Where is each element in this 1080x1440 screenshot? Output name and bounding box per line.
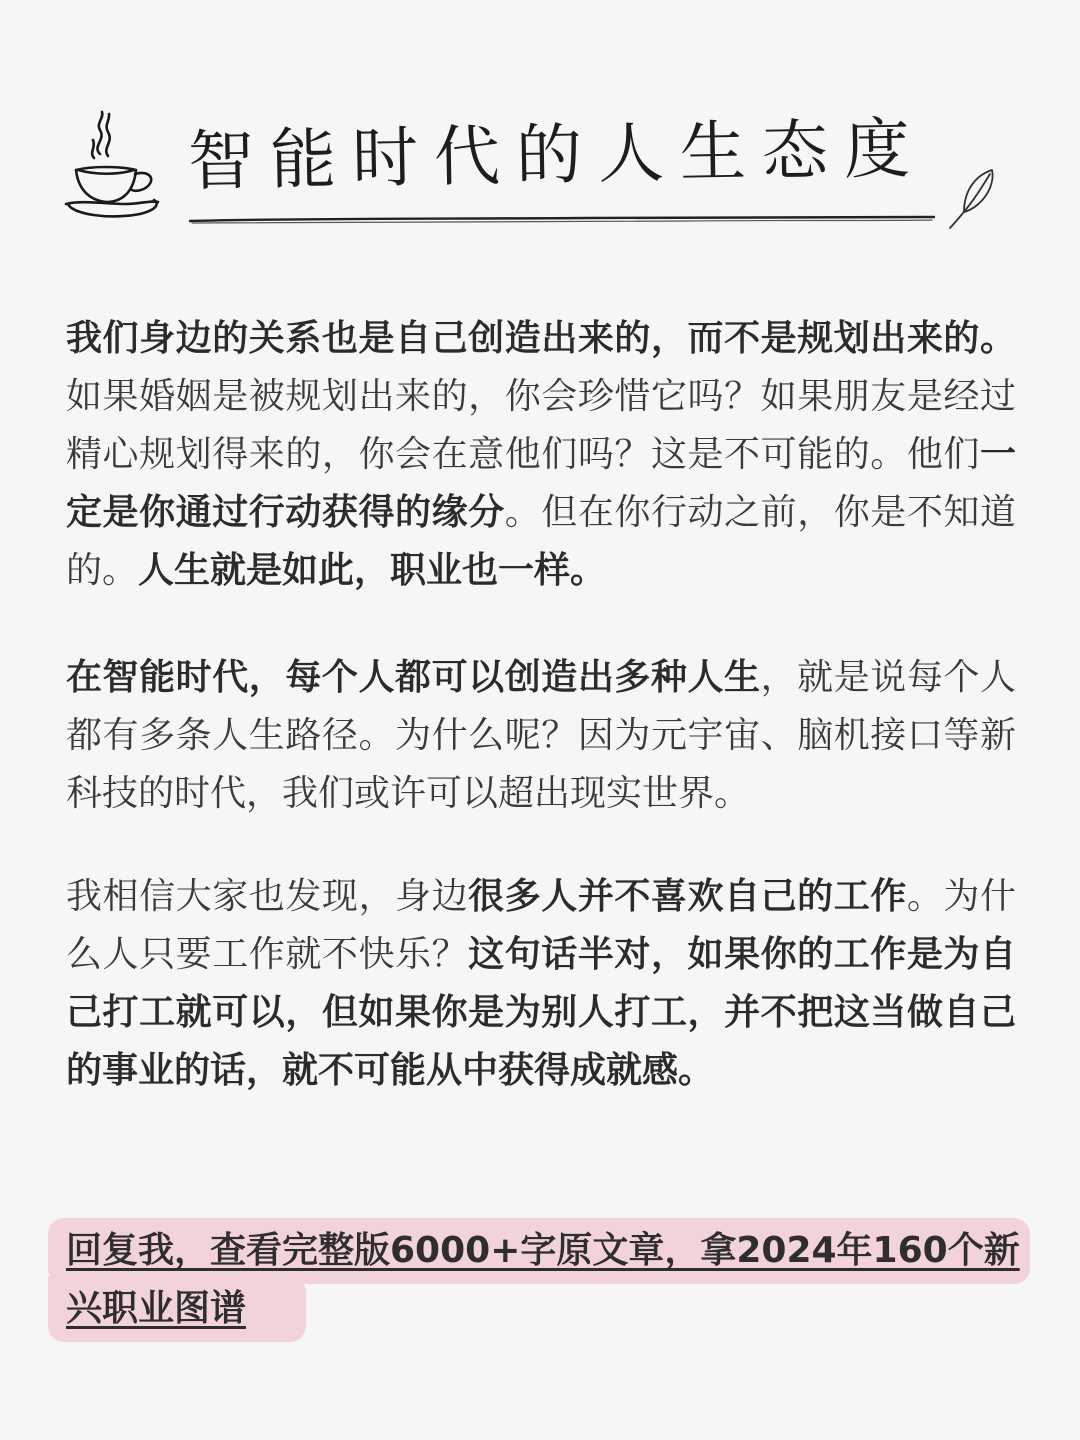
paragraph-1-run-5: 人生就是如此，职业也一样。 [138, 550, 607, 591]
paragraph-3-run-4: 这句话半对，如果你的工作是为自己打工就可以，但如果你是为别人打工，并不把这当做自己的事业的话，就不可能从中获得成就感。 [66, 934, 1016, 1091]
leaf-icon [944, 166, 1000, 232]
paragraph-3-run-2: 很多人并不喜欢自己的工作 [468, 876, 907, 917]
paragraph-3-run-1: 我相信大家也发现，身边 [66, 876, 469, 917]
paragraph-3-run-3: 。为什么人只要工作就不快乐？ [66, 876, 1016, 975]
title-underline [188, 212, 936, 226]
paragraph-1-run-4: 。但在你行动之前，你是不知道的。 [66, 492, 1016, 591]
cta-block[interactable] [48, 1218, 1038, 1348]
paragraph-2-run-2: ，就是说每个人都有多条人生路径。为什么呢？因为元宇宙、脑机接口等新科技的时代，我们或许可以超出现实世界。 [66, 657, 1016, 814]
page-title: 智能时代的人生态度 [187, 110, 927, 200]
paragraph-2-run-1: 在智能时代，每个人都可以创造出多种人生 [66, 657, 761, 698]
paragraph-1-run-1: 我们身边的关系也是自己创造出来的，而不是规划出来的。 [66, 318, 1016, 359]
paragraph-1 [66, 310, 1016, 600]
paragraph-1-run-2: 如果婚姻是被规划出来的，你会珍惜它吗？如果朋友是经过精心规划得来的，你会在意他们吗？这是不可能的。他们 [66, 376, 1016, 475]
cta-link[interactable]: 回复我，查看完整版6000+字原文章，拿2024年160个新兴职业图谱 [66, 1230, 1020, 1329]
paragraph-2 [66, 649, 1016, 823]
coffee-cup-icon [62, 108, 166, 224]
paragraph-1-run-3: 一定是你通过行动获得的缘分 [66, 434, 1016, 533]
paragraph-3 [66, 868, 1016, 1100]
